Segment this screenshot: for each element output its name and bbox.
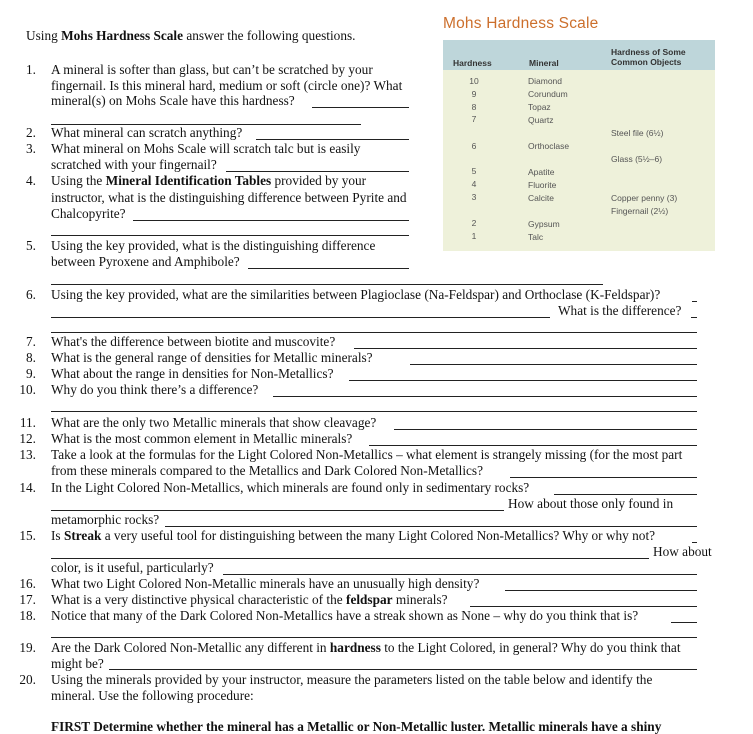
- mohs-table: [443, 40, 715, 251]
- answer-line[interactable]: [165, 526, 697, 527]
- answer-line[interactable]: [51, 284, 603, 285]
- answer-line[interactable]: [691, 317, 697, 318]
- question-6-text: Using the key provided, what are the similarities between Plagioclase (Na-Feldspar) and Orthoclase (K-Feldspar)?: [51, 287, 661, 302]
- question-15-text: [51, 528, 655, 543]
- question-number: 5.: [26, 238, 36, 253]
- answer-line[interactable]: [312, 107, 409, 108]
- question-18-text: Notice that many of the Dark Colored Non-Metallics have a streak shown as None – why do you think that is?: [51, 608, 639, 623]
- mineral-cell: Gypsum: [528, 219, 560, 229]
- question-number: 4.: [26, 173, 36, 188]
- question-number: 3.: [26, 141, 36, 156]
- col-objects-header-2: Common Objects: [611, 57, 682, 67]
- hardness-cell: 8: [471, 102, 477, 112]
- hardness-cell: 9: [471, 89, 477, 99]
- question-15-text-3: color, is it useful, particularly?: [51, 560, 214, 575]
- question-number: 7.: [26, 334, 36, 349]
- q19-bold: hardness: [329, 640, 381, 655]
- answer-line[interactable]: [248, 268, 409, 269]
- mohs-table-title: Mohs Hardness Scale: [443, 15, 599, 32]
- mineral-cell: Orthoclase: [528, 141, 570, 151]
- question-19-text-2: might be?: [51, 656, 104, 671]
- col-mineral-header: Mineral: [529, 58, 559, 68]
- q19-pre: Are the Dark Colored Non-Metallic any different in: [51, 640, 330, 655]
- question-number: 12.: [19, 431, 36, 446]
- answer-line[interactable]: [692, 301, 697, 302]
- q17-bold: feldspar: [346, 592, 393, 607]
- question-20-text: Using the minerals provided by your instructor, measure the parameters listed on the table below and identify the: [51, 672, 653, 687]
- answer-line[interactable]: [256, 139, 409, 140]
- q4-post: provided by your: [271, 173, 367, 188]
- question-20-text-2: mineral. Use the following procedure:: [51, 688, 254, 703]
- procedure-step-cut: FIRST Determine whether the mineral has a Metallic or Non-Metallic luster. Metallic minerals have a shiny: [51, 719, 662, 734]
- intro-bold: Mohs Hardness Scale: [61, 28, 183, 43]
- answer-line[interactable]: [223, 574, 697, 575]
- question-number: 15.: [19, 528, 36, 543]
- object-cell: Fingernail (2½): [611, 206, 669, 216]
- mineral-cell: Fluorite: [528, 180, 557, 190]
- answer-line[interactable]: [410, 364, 697, 365]
- question-number: 17.: [19, 592, 36, 607]
- question-14-text: In the Light Colored Non-Metallics, which minerals are found only in sedimentary rocks?: [51, 480, 530, 495]
- answer-line[interactable]: [51, 411, 697, 412]
- question-4-text-2: instructor, what is the distinguishing difference between Pyrite and: [51, 190, 407, 205]
- answer-line[interactable]: [226, 171, 409, 172]
- q15-post: a very useful tool for distinguishing between the many Light Colored Non-Metallics? Why or why not?: [101, 528, 656, 543]
- answer-line[interactable]: [510, 477, 697, 478]
- answer-line[interactable]: [133, 220, 409, 221]
- question-8-text: What is the general range of densities for Metallic minerals?: [51, 350, 373, 365]
- intro-heading: [26, 28, 355, 43]
- question-11-text: What are the only two Metallic minerals that show cleavage?: [51, 415, 377, 430]
- question-9-text: What about the range in densities for Non-Metallics?: [51, 366, 334, 381]
- answer-line[interactable]: [109, 669, 697, 670]
- answer-line[interactable]: [51, 235, 409, 236]
- question-4-text: [51, 173, 366, 188]
- hardness-cell: 7: [471, 114, 477, 124]
- hardness-cell: 1: [471, 231, 477, 241]
- question-number: 14.: [19, 480, 36, 495]
- question-1-text: A mineral is softer than glass, but can’t be scratched by your: [51, 62, 373, 77]
- question-number: 13.: [19, 447, 36, 462]
- answer-line[interactable]: [51, 510, 504, 511]
- answer-line[interactable]: [273, 396, 697, 397]
- answer-line[interactable]: [51, 637, 697, 638]
- question-16-text: What two Light Colored Non-Metallic minerals have an unusually high density?: [51, 576, 480, 591]
- object-cell: Copper penny (3): [611, 193, 678, 203]
- answer-line[interactable]: [349, 380, 697, 381]
- object-cell: Glass (5½–6): [611, 154, 663, 164]
- q19-post: to the Light Colored, in general? Why do you think that: [380, 640, 681, 655]
- answer-line[interactable]: [505, 590, 697, 591]
- intro-pre: Using: [26, 28, 62, 43]
- answer-line[interactable]: [51, 558, 649, 559]
- question-number: 1.: [26, 62, 36, 77]
- question-14-text-2: How about those only found in: [508, 496, 674, 511]
- question-number: 8.: [26, 350, 36, 365]
- question-number: 10.: [19, 382, 36, 397]
- question-7-text: What's the difference between biotite and muscovite?: [51, 334, 336, 349]
- question-12-text: What is the most common element in Metallic minerals?: [51, 431, 353, 446]
- answer-line[interactable]: [554, 494, 697, 495]
- q4-bold: Mineral Identification Tables: [105, 173, 272, 188]
- question-1-text-2: fingernail. Is this mineral hard, medium or soft (circle one)? What: [51, 78, 403, 93]
- question-number: 11.: [19, 415, 36, 430]
- q17-pre: What is a very distinctive physical characteristic of the: [51, 592, 347, 607]
- hardness-cell: 10: [469, 76, 479, 86]
- question-1-text-3: mineral(s) on Mohs Scale have this hardness?: [51, 93, 295, 108]
- question-3-text-2: scratched with your fingernail?: [51, 157, 217, 172]
- answer-line[interactable]: [354, 348, 697, 349]
- question-10-text: Why do you think there’s a difference?: [51, 382, 259, 397]
- answer-line[interactable]: [470, 606, 697, 607]
- q15-pre: Is: [51, 528, 64, 543]
- question-5-text: Using the key provided, what is the distinguishing difference: [51, 238, 376, 253]
- answer-line[interactable]: [51, 317, 550, 318]
- hardness-cell: 2: [471, 218, 477, 228]
- mineral-cell: Topaz: [528, 102, 551, 112]
- answer-line[interactable]: [692, 542, 697, 543]
- mineral-cell: Corundum: [528, 89, 568, 99]
- question-number: 2.: [26, 125, 36, 140]
- question-5-text-2: between Pyroxene and Amphibole?: [51, 254, 240, 269]
- question-number: 20.: [19, 672, 36, 687]
- hardness-cell: 5: [471, 166, 477, 176]
- mineral-cell: Diamond: [528, 76, 563, 86]
- question-19-text: [51, 640, 681, 655]
- question-17-text: [51, 592, 448, 607]
- question-number: 19.: [19, 640, 36, 655]
- question-2-text: What mineral can scratch anything?: [51, 125, 243, 140]
- question-number: 18.: [19, 608, 36, 623]
- intro-post: answer the following questions.: [183, 28, 356, 43]
- question-4-text-3: Chalcopyrite?: [51, 206, 126, 221]
- object-cell: Steel file (6½): [611, 128, 664, 138]
- question-13-text: Take a look at the formulas for the Light Colored Non-Metallics – what element is strangely missing (for the most part: [51, 447, 683, 462]
- question-number: 6.: [26, 287, 36, 302]
- answer-line[interactable]: [394, 429, 697, 430]
- answer-line[interactable]: [369, 445, 697, 446]
- mineral-cell: Apatite: [528, 167, 555, 177]
- question-3-text: What mineral on Mohs Scale will scratch talc but is easily: [51, 141, 361, 156]
- q17-post: minerals?: [392, 592, 448, 607]
- answer-line[interactable]: [51, 332, 697, 333]
- q4-pre: Using the: [51, 173, 106, 188]
- hardness-cell: 3: [471, 192, 477, 202]
- question-14-text-3: metamorphic rocks?: [51, 512, 160, 527]
- hardness-cell: 4: [471, 179, 477, 189]
- question-6-text-2: What is the difference?: [558, 303, 682, 318]
- question-number: 16.: [19, 576, 36, 591]
- question-number: 9.: [26, 366, 36, 381]
- hardness-cell: 6: [471, 141, 477, 151]
- question-15-text-2: How about: [653, 544, 712, 559]
- col-hardness-header: Hardness: [453, 58, 492, 68]
- mineral-cell: Calcite: [528, 193, 554, 203]
- answer-line[interactable]: [671, 622, 697, 623]
- mineral-cell: Quartz: [528, 115, 554, 125]
- mineral-cell: Talc: [528, 232, 544, 242]
- q15-bold: Streak: [63, 528, 102, 543]
- question-13-text-2: from these minerals compared to the Metallics and Dark Colored Non-Metallics?: [51, 463, 484, 478]
- col-objects-header-1: Hardness of Some: [611, 47, 686, 57]
